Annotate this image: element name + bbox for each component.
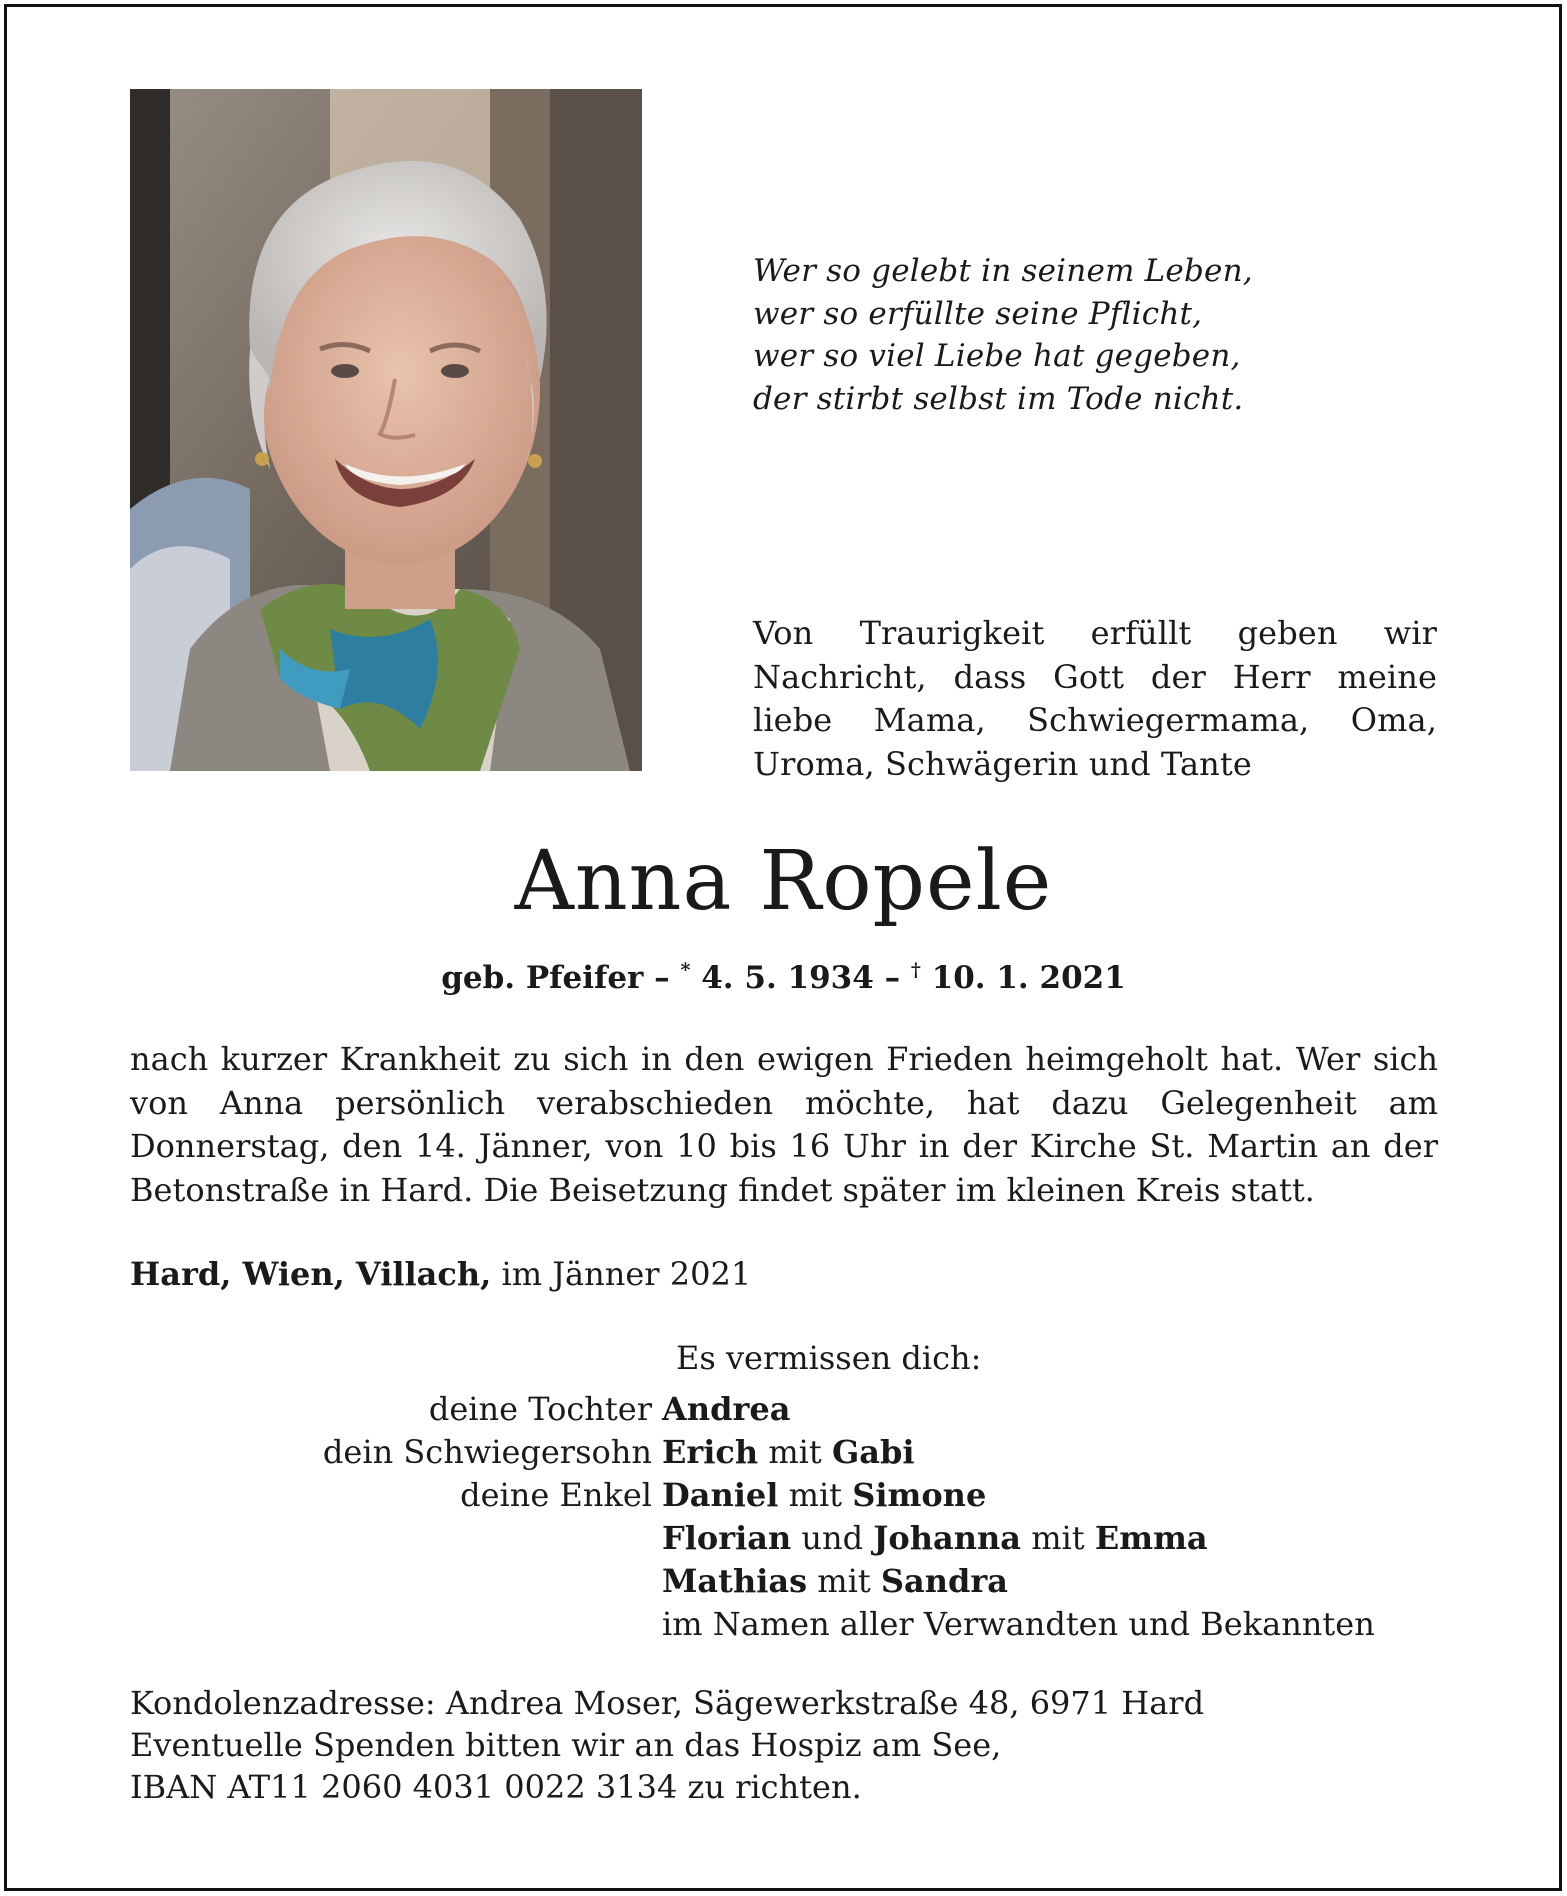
mourner-name: Daniel [662,1476,779,1514]
life-dates [0,958,1567,998]
mourner-names [662,1517,1208,1560]
mourner-names [662,1431,915,1474]
mourner-name: Mathias [662,1562,808,1600]
place-date: im Jänner 2021 [491,1255,752,1293]
announcement-body: nach kurzer Krankheit zu sich in den ewigen Frieden heimgeholt hat. Wer sich von Anna persönlich verabschieden möchte, hat dazu Gelegenheit am Donnerstag, den 14. Jänner, von 10 bis 16 Uhr in der Kirche St. Martin an der Betonstraße in Hard. Die Beisetzung findet später im kleinen Kreis statt. [130,1040,1438,1209]
memorial-poem [753,250,1473,420]
mourner-names [662,1603,1375,1646]
connector-text: mit [1021,1519,1095,1557]
mourner-names [662,1474,986,1517]
condolence-address: Kondolenzadresse: Andrea Moser, Sägewerkstraße 48, 6971 Hard [130,1684,1205,1722]
relation-label [130,1560,662,1603]
mourner-row [130,1560,1450,1603]
mourner-name: Florian [662,1519,792,1557]
relation-label: deine Tochter [428,1390,652,1428]
mourners-heading: Es vermissen dich: [676,1339,982,1377]
mourner-row [130,1431,1450,1474]
mourner-name: Simone [852,1476,987,1514]
dash: – [643,960,681,996]
connector-text: mit [778,1476,853,1514]
mourner-name: Andrea [662,1390,791,1428]
mourner-name: Sandra [880,1562,1008,1600]
poem-line: wer so erfüllte seine Pflicht, [753,295,1203,332]
maiden-name: geb. Pfeifer [441,960,644,996]
relation-label [130,1517,662,1560]
iban-line: IBAN AT11 2060 4031 0022 3134 zu richten. [130,1768,862,1806]
place-cities: Hard, Wien, Villach, [130,1255,492,1293]
birth-star-symbol: * [680,959,691,981]
death-date: 10. 1. 2021 [920,960,1126,996]
connector-text: im Namen aller Verwandten und Bekannten [662,1605,1375,1643]
portrait-image [130,89,642,771]
mourner-name: Johanna [873,1519,1022,1557]
mourner-name: Erich [662,1433,759,1471]
relation-label [130,1603,662,1646]
poem-line: der stirbt selbst im Tode nicht. [753,380,1244,417]
mourner-names [662,1388,790,1431]
connector-text: mit [807,1562,881,1600]
mourner-names [662,1560,1008,1603]
deceased-name: Anna Ropele [514,834,1053,929]
mourner-row [130,1388,1450,1431]
announcement-intro: Von Traurigkeit erfüllt geben wir Nachricht, dass Gott der Herr meine liebe Mama, Schwiegermama, Oma, Uroma, Schwägerin und Tante [753,614,1437,783]
mourner-name: Emma [1094,1519,1208,1557]
mourner-row [130,1474,1450,1517]
death-cross-symbol: † [910,959,921,981]
birth-date: 4. 5. 1934 [690,960,874,996]
connector-text: mit [758,1433,832,1471]
portrait-photo [130,89,642,771]
donation-note: Eventuelle Spenden bitten wir an das Hospiz am See, [130,1726,1002,1764]
poem-line: wer so viel Liebe hat gegeben, [753,338,1241,374]
poem-line: Wer so gelebt in seinem Leben, [753,253,1253,289]
mourner-name: Gabi [831,1433,915,1471]
condolence-footer [130,1682,1450,1808]
place-and-date [130,1253,1130,1295]
relation-label: dein Schwiegersohn [322,1433,652,1471]
mourner-row [130,1603,1450,1646]
mourner-row [130,1517,1450,1560]
mourners-list [130,1388,1450,1646]
dash: – [873,960,911,996]
relation-label: deine Enkel [460,1476,652,1514]
connector-text: und [791,1519,874,1557]
